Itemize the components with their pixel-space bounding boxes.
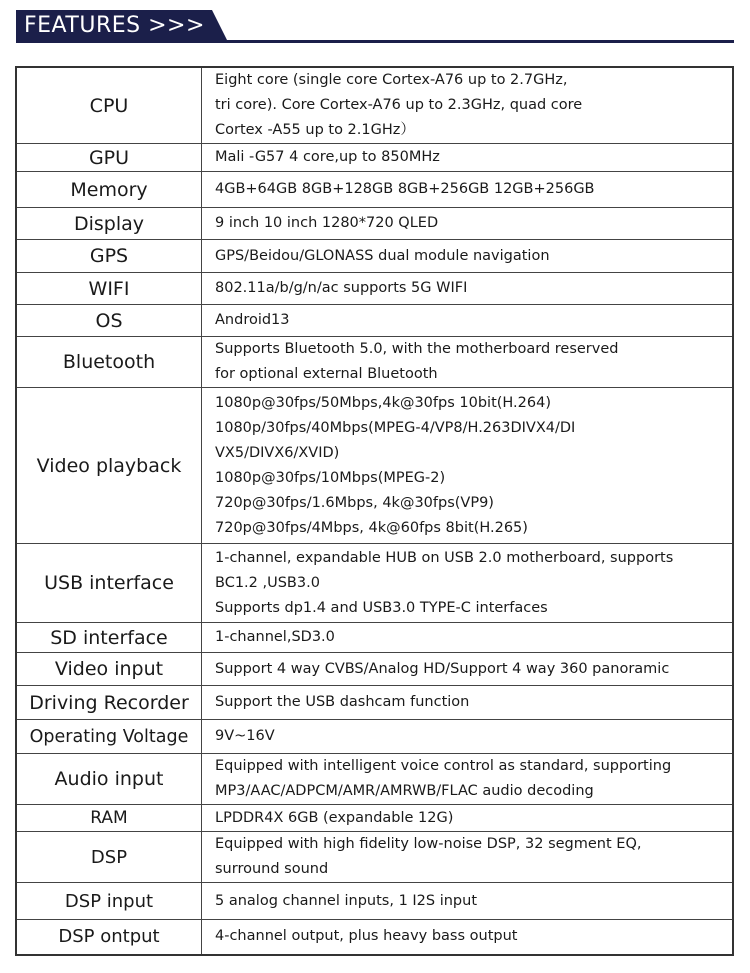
spec-value [202,67,734,144]
spec-row [16,653,733,686]
spec-value-line: 1080p/30fps/40Mbps(MPEG-4/VP8/H.263DIVX4/DI [215,419,576,436]
spec-value [202,623,734,653]
spec-label: Audio input [16,754,202,805]
spec-value-line: Equipped with high fidelity low-noise DSP, 32 segment EQ, [215,836,642,852]
spec-value-line: 9V~16V [215,728,275,744]
spec-value-line: 1080p@30fps/10Mbps(MPEG-2) [215,469,446,486]
spec-row [16,208,733,240]
spec-value-line: 4-channel output, plus heavy bass output [215,928,518,945]
spec-value-line: Android13 [215,312,290,328]
spec-label: RAM [16,805,202,832]
features-title: FEATURES >>> [24,13,205,38]
spec-value [202,144,734,172]
spec-value-line: 720p@30fps/1.6Mbps, 4k@30fps(VP9) [215,494,494,511]
spec-value [202,240,734,273]
spec-value [202,273,734,305]
spec-row [16,172,733,208]
spec-value-line: 1-channel,SD3.0 [215,629,335,645]
spec-label: USB interface [16,544,202,623]
spec-label: Bluetooth [16,337,202,388]
spec-value [202,305,734,337]
spec-value-line: VX5/DIVX6/XVID) [215,444,340,461]
spec-label: Operating Voltage [16,720,202,754]
spec-row [16,144,733,172]
spec-row [16,720,733,754]
spec-value [202,653,734,686]
spec-label: DSP ontput [16,920,202,955]
spec-value-line: Eight core (single core Cortex-A76 up to 2.7GHz, [215,72,568,88]
spec-value [202,720,734,754]
spec-value-line: 9 inch 10 inch 1280*720 QLED [215,215,439,231]
spec-value [202,686,734,720]
spec-label: GPU [16,144,202,172]
spec-label: Memory [16,172,202,208]
spec-value [202,805,734,832]
spec-table-body [16,67,733,955]
spec-value-line: 720p@30fps/4Mbps, 4k@60fps 8bit(H.265) [215,519,528,536]
spec-row [16,686,733,720]
spec-row [16,805,733,832]
spec-value-line: 1-channel, expandable HUB on USB 2.0 motherboard, supports [215,549,674,566]
spec-row [16,544,733,623]
spec-value-line: Cortex -A55 up to 2.1GHz） [215,122,415,138]
spec-label: OS [16,305,202,337]
spec-label: CPU [16,67,202,144]
spec-row [16,388,733,544]
spec-value [202,337,734,388]
spec-table [15,66,734,956]
spec-value [202,172,734,208]
spec-value-line: tri core). Core Cortex-A76 up to 2.3GHz, quad core [215,97,583,113]
spec-value-line: GPS/Beidou/GLONASS dual module navigation [215,247,550,264]
spec-row [16,305,733,337]
spec-value-line: 4GB+64GB 8GB+128GB 8GB+256GB 12GB+256GB [215,181,595,197]
spec-row [16,920,733,955]
spec-value-line: for optional external Bluetooth [215,366,438,382]
spec-value-line: LPDDR4X 6GB (expandable 12G) [215,809,454,826]
spec-value-line: Equipped with intelligent voice control as standard, supporting [215,758,672,774]
spec-label: DSP input [16,883,202,920]
spec-label: Video input [16,653,202,686]
spec-value [202,388,734,544]
spec-value-line: Supports dp1.4 and USB3.0 TYPE-C interfaces [215,599,548,616]
spec-value-line: MP3/AAC/ADPCM/AMR/AMRWB/FLAC audio decoding [215,783,594,799]
spec-value [202,920,734,955]
spec-value-line: Mali -G57 4 core,up to 850MHz [215,149,440,165]
features-header [16,10,228,42]
spec-label: DSP [16,832,202,883]
spec-row [16,337,733,388]
spec-label: Video playback [16,388,202,544]
spec-value-line: 1080p@30fps/50Mbps,4k@30fps 10bit(H.264) [215,394,551,411]
spec-value-line: BC1.2 ,USB3.0 [215,574,320,591]
spec-label: WIFI [16,273,202,305]
spec-row [16,623,733,653]
spec-label: Display [16,208,202,240]
spec-value-line: Support the USB dashcam function [215,694,470,710]
spec-label: Driving Recorder [16,686,202,720]
spec-row [16,832,733,883]
spec-value [202,754,734,805]
spec-value [202,208,734,240]
spec-value-line: Support 4 way CVBS/Analog HD/Support 4 way 360 panoramic [215,660,670,677]
spec-value [202,832,734,883]
spec-value [202,544,734,623]
spec-value [202,883,734,920]
spec-value-line: surround sound [215,861,329,877]
spec-value-line: 802.11a/b/g/n/ac supports 5G WIFI [215,280,468,296]
header-divider [16,40,734,43]
spec-value-line: Supports Bluetooth 5.0, with the motherboard reserved [215,341,619,357]
spec-label: SD interface [16,623,202,653]
spec-row [16,67,733,144]
spec-row [16,273,733,305]
spec-label: GPS [16,240,202,273]
spec-row [16,754,733,805]
spec-row [16,883,733,920]
spec-row [16,240,733,273]
spec-value-line: 5 analog channel inputs, 1 I2S input [215,892,478,909]
